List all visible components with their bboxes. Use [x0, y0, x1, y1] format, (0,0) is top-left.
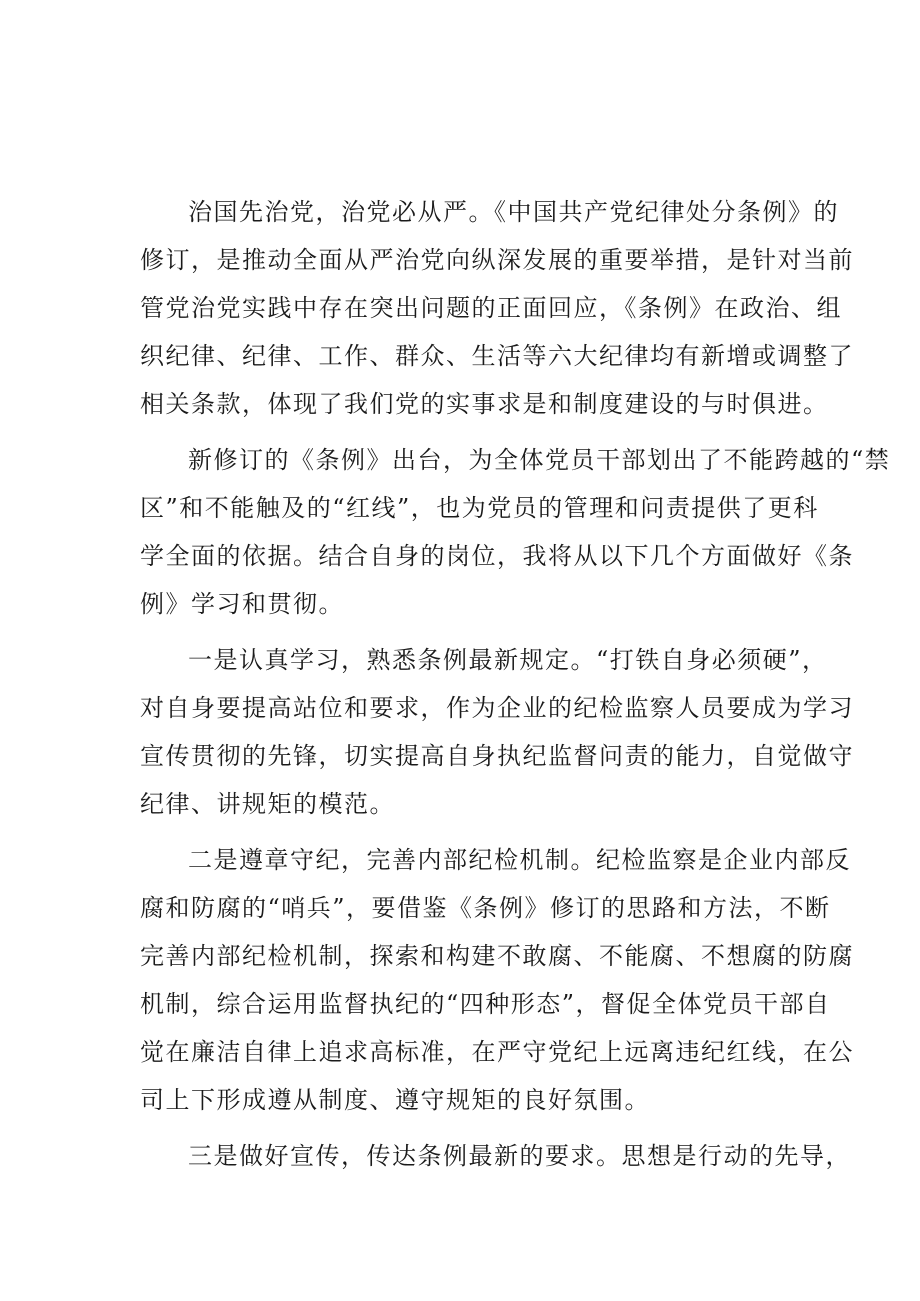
- paragraph-4: [140, 836, 854, 1124]
- paragraph-5: [140, 1132, 851, 1180]
- paragraph-2: [140, 436, 891, 628]
- paragraph-gap: [140, 828, 790, 836]
- paragraph-line: 区”和不能触及的“红线”，也为党员的管理和问责提供了更科: [140, 494, 819, 522]
- paragraph-line: 二是遵章守纪，完善内部纪检机制。纪检监察是企业内部反: [188, 846, 851, 874]
- paragraph-line: 相关条款，体现了我们党的实事求是和制度建设的与时俱进。: [140, 390, 829, 418]
- paragraph-1: [140, 188, 854, 428]
- paragraph-line: 机制，综合运用监督执纪的“四种形态”，督促全体党员干部自: [140, 990, 831, 1018]
- paragraph-gap: [140, 428, 790, 436]
- paragraph-line: 管党治党实践中存在突出问题的正面回应，《条例》在政治、组: [140, 294, 842, 322]
- paragraph-line: 对自身要提高站位和要求，作为企业的纪检监察人员要成为学习: [140, 694, 854, 722]
- document-body: [140, 188, 891, 1180]
- paragraph-line: 治国先治党，治党必从严。《中国共产党纪律处分条例》的: [188, 198, 839, 226]
- paragraph-3: [140, 636, 854, 828]
- paragraph-gap: [140, 628, 790, 636]
- paragraph-gap: [140, 1124, 790, 1132]
- paragraph-line: 修订，是推动全面从严治党向纵深发展的重要举措，是针对当前: [140, 246, 854, 274]
- paragraph-line: 纪律、讲规矩的模范。: [140, 790, 395, 818]
- paragraph-line: 三是做好宣传，传达条例最新的要求。思想是行动的先导，: [188, 1142, 851, 1170]
- paragraph-line: 觉在廉洁自律上追求高标准，在严守党纪上远离违纪红线，在公: [140, 1038, 854, 1066]
- paragraph-line: 腐和防腐的“哨兵”，要借鉴《条例》修订的思路和方法，不断: [140, 894, 831, 922]
- paragraph-line: 织纪律、纪律、工作、群众、生活等六大纪律均有新增或调整了: [140, 342, 854, 370]
- paragraph-line: 完善内部纪检机制，探索和构建不敢腐、不能腐、不想腐的防腐: [140, 942, 854, 970]
- paragraph-line: 宣传贯彻的先锋，切实提高自身执纪监督问责的能力，自觉做守: [140, 742, 854, 770]
- paragraph-line: 学全面的依据。结合自身的岗位，我将从以下几个方面做好《条: [140, 542, 854, 570]
- paragraph-line: 例》学习和贯彻。: [140, 590, 344, 618]
- paragraph-line: 新修订的《条例》出台，为全体党员干部划出了不能跨越的“禁: [188, 446, 891, 474]
- paragraph-line: 一是认真学习，熟悉条例最新规定。“打铁自身必须硬”，: [188, 646, 828, 674]
- paragraph-line: 司上下形成遵从制度、遵守规矩的良好氛围。: [140, 1086, 650, 1114]
